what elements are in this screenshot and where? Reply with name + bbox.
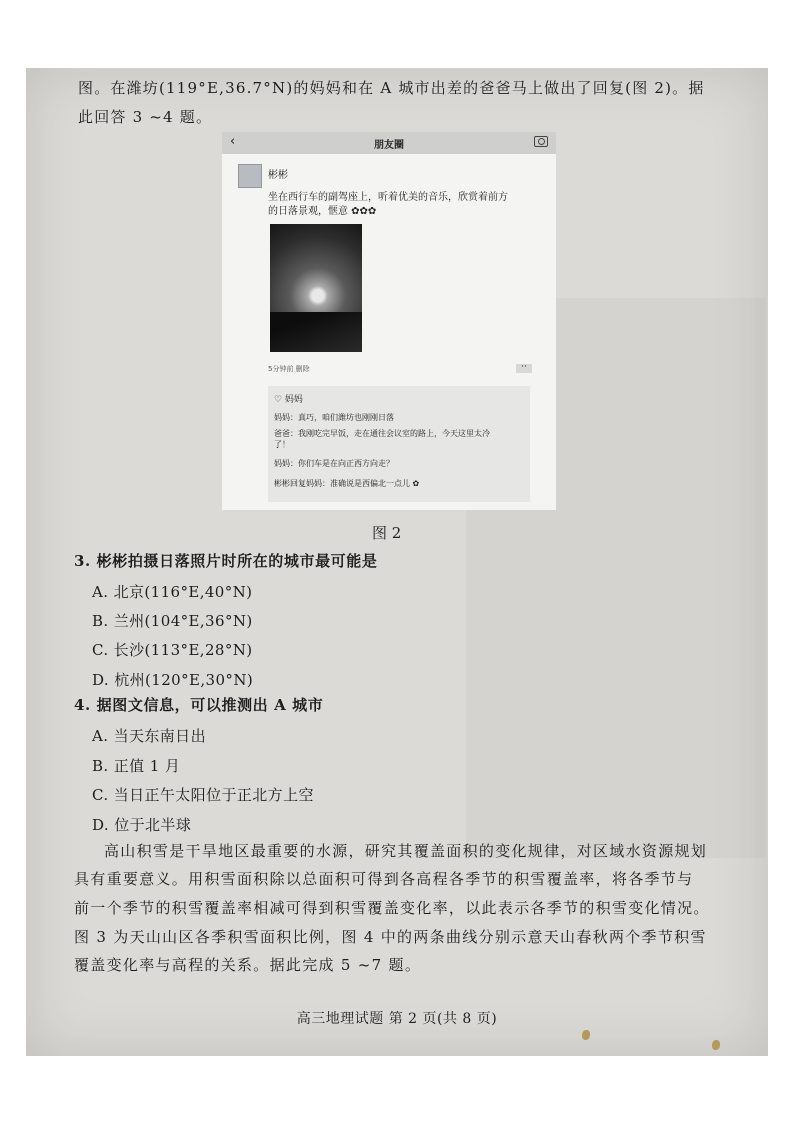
question-4-option-c: C. 当日正午太阳位于正北方上空 <box>92 786 314 804</box>
moments-title: 朋友圈 <box>374 140 404 151</box>
question-3-option-c: C. 长沙(113°E,28°N) <box>92 641 253 659</box>
comment: 妈妈：你们车是在向正西方向走？ <box>274 459 394 468</box>
road-silhouette <box>270 312 362 352</box>
comments-box <box>268 386 530 502</box>
sunset-photo <box>270 224 362 352</box>
back-arrow-icon: ‹ <box>230 134 236 149</box>
post-user-name: 彬彬 <box>268 170 288 181</box>
comment: 彬彬回复妈妈：准确说是西偏北一点儿 ✿ <box>274 479 420 488</box>
passage-line: 前一个季节的积雪覆盖率相减可得到积雪覆盖变化率，以此表示各季节的积雪变化情况。 <box>74 899 710 917</box>
comment: 爸爸：我刚吃完早饭，走在通往会议室的路上，今天这里太冷 <box>274 429 490 438</box>
page-footer: 高三地理试题 第 2 页(共 8 页) <box>296 1011 498 1027</box>
passage-line: 高山积雪是干旱地区最重要的水源，研究其覆盖面积的变化规律，对区域水资源规划 <box>104 842 708 860</box>
question-3-option-d: D. 杭州(120°E,30°N) <box>92 671 254 689</box>
comment: 妈妈：真巧，咱们潍坊也刚刚日落 <box>274 413 394 422</box>
passage-line: 图 3 为天山山区各季积雪面积比例，图 4 中的两条曲线分别示意天山春秋两个季节积雪 <box>74 928 707 946</box>
moments-title-bar <box>222 132 556 154</box>
avatar <box>238 164 262 188</box>
question-4-option-d: D. 位于北半球 <box>92 816 192 834</box>
camera-icon <box>534 136 548 147</box>
question-3-option-a: A. 北京(116°E,40°N) <box>92 583 253 601</box>
question-4-option-b: B. 正值 1 月 <box>92 757 181 775</box>
figure-caption: 图 2 <box>372 524 402 542</box>
passage-line: 具有重要意义。用积雪面积除以总面积可得到各高程各季节的积雪覆盖率，将各季节与 <box>74 870 694 888</box>
question-3-option-b: B. 兰州(104°E,36°N) <box>92 612 253 630</box>
paper-speck <box>712 1040 720 1050</box>
post-text-line-2: 的日落景观，惬意 ✿✿✿ <box>268 206 377 217</box>
moments-screenshot <box>222 132 556 510</box>
likes-line: ♡ 妈妈 <box>274 395 303 405</box>
passage-line: 覆盖变化率与高程的关系。据此完成 5 ~7 题。 <box>74 956 422 974</box>
intro-line-2: 此回答 3 ~4 题。 <box>78 108 213 126</box>
scanned-page <box>26 68 768 1056</box>
question-4-option-a: A. 当天东南日出 <box>92 727 206 745</box>
intro-line-1: 图。在潍坊(119°E,36.7°N)的妈妈和在 A 城市出差的爸爸马上做出了回复(图 2)。据 <box>78 79 705 97</box>
more-options-icon: ·· <box>516 364 532 373</box>
post-time: 5分钟前 删除 <box>268 365 310 373</box>
question-4-stem: 4. 据图文信息，可以推测出 A 城市 <box>74 696 324 714</box>
question-3-stem: 3. 彬彬拍摄日落照片时所在的城市最可能是 <box>74 552 378 570</box>
comment: 了！ <box>274 440 290 449</box>
paper-speck <box>582 1030 590 1040</box>
post-text-line-1: 坐在西行车的副驾座上，听着优美的音乐，欣赏着前方 <box>268 192 508 203</box>
